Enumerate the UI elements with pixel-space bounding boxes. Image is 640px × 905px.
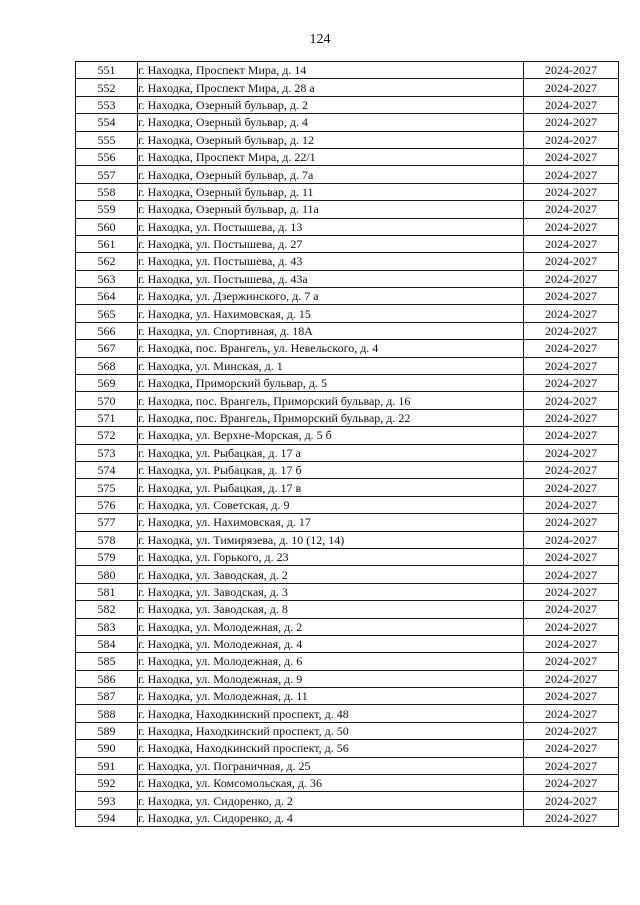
row-number: 568 bbox=[76, 357, 138, 374]
row-period: 2024-2027 bbox=[524, 566, 619, 583]
row-number: 575 bbox=[76, 479, 138, 496]
row-number: 553 bbox=[76, 96, 138, 113]
row-period: 2024-2027 bbox=[524, 688, 619, 705]
row-address: г. Находка, ул. Постышева, д. 27 bbox=[138, 235, 524, 252]
row-period: 2024-2027 bbox=[524, 340, 619, 357]
row-period: 2024-2027 bbox=[524, 409, 619, 426]
table-row bbox=[76, 496, 619, 513]
row-address: г. Находка, пос. Врангель, Приморский бульвар, д. 16 bbox=[138, 392, 524, 409]
table-row bbox=[76, 288, 619, 305]
row-address: г. Находка, Озерный бульвар, д. 11а bbox=[138, 201, 524, 218]
row-period: 2024-2027 bbox=[524, 62, 619, 79]
table-row bbox=[76, 114, 619, 131]
table-row bbox=[76, 201, 619, 218]
row-number: 581 bbox=[76, 583, 138, 600]
row-number: 556 bbox=[76, 148, 138, 165]
row-period: 2024-2027 bbox=[524, 479, 619, 496]
table-row bbox=[76, 148, 619, 165]
table-row bbox=[76, 270, 619, 287]
row-number: 563 bbox=[76, 270, 138, 287]
row-number: 551 bbox=[76, 62, 138, 79]
row-number: 580 bbox=[76, 566, 138, 583]
row-number: 566 bbox=[76, 322, 138, 339]
table-row bbox=[76, 809, 619, 826]
row-period: 2024-2027 bbox=[524, 375, 619, 392]
table-row bbox=[76, 566, 619, 583]
table-row bbox=[76, 548, 619, 565]
table-row bbox=[76, 131, 619, 148]
table-row bbox=[76, 305, 619, 322]
row-address: г. Находка, ул. Советская, д. 9 bbox=[138, 496, 524, 513]
table-row bbox=[76, 688, 619, 705]
row-period: 2024-2027 bbox=[524, 201, 619, 218]
row-address: г. Находка, ул. Молодежная, д. 2 bbox=[138, 618, 524, 635]
row-period: 2024-2027 bbox=[524, 96, 619, 113]
row-number: 588 bbox=[76, 705, 138, 722]
row-period: 2024-2027 bbox=[524, 740, 619, 757]
row-period: 2024-2027 bbox=[524, 653, 619, 670]
row-address: г. Находка, Находкинский проспект, д. 56 bbox=[138, 740, 524, 757]
row-address: г. Находка, Проспект Мира, д. 22/1 bbox=[138, 148, 524, 165]
row-address: г. Находка, Приморский бульвар, д. 5 bbox=[138, 375, 524, 392]
table-row bbox=[76, 62, 619, 79]
row-address: г. Находка, ул. Молодежная, д. 4 bbox=[138, 635, 524, 652]
row-address: г. Находка, ул. Постышева, д. 13 bbox=[138, 218, 524, 235]
row-address: г. Находка, ул. Сидоренко, д. 4 bbox=[138, 809, 524, 826]
row-address: г. Находка, Озерный бульвар, д. 12 bbox=[138, 131, 524, 148]
row-period: 2024-2027 bbox=[524, 670, 619, 687]
row-number: 586 bbox=[76, 670, 138, 687]
table-row bbox=[76, 322, 619, 339]
row-number: 577 bbox=[76, 514, 138, 531]
row-number: 559 bbox=[76, 201, 138, 218]
row-number: 567 bbox=[76, 340, 138, 357]
row-address: г. Находка, ул. Нахимовская, д. 15 bbox=[138, 305, 524, 322]
row-address: г. Находка, ул. Заводская, д. 2 bbox=[138, 566, 524, 583]
row-number: 582 bbox=[76, 601, 138, 618]
row-number: 589 bbox=[76, 722, 138, 739]
table-row bbox=[76, 357, 619, 374]
row-number: 570 bbox=[76, 392, 138, 409]
row-address: г. Находка, Находкинский проспект, д. 48 bbox=[138, 705, 524, 722]
row-address: г. Находка, Находкинский проспект, д. 50 bbox=[138, 722, 524, 739]
row-address: г. Находка, ул. Комсомольская, д. 36 bbox=[138, 775, 524, 792]
table-row bbox=[76, 635, 619, 652]
row-address: г. Находка, ул. Постышева, д. 43 bbox=[138, 253, 524, 270]
row-address: г. Находка, ул. Спортивная, д. 18А bbox=[138, 322, 524, 339]
row-number: 578 bbox=[76, 531, 138, 548]
table-row bbox=[76, 722, 619, 739]
row-period: 2024-2027 bbox=[524, 148, 619, 165]
row-period: 2024-2027 bbox=[524, 809, 619, 826]
table-row bbox=[76, 183, 619, 200]
row-period: 2024-2027 bbox=[524, 270, 619, 287]
row-number: 564 bbox=[76, 288, 138, 305]
row-address: г. Находка, ул. Постышева, д. 43а bbox=[138, 270, 524, 287]
row-number: 587 bbox=[76, 688, 138, 705]
row-number: 569 bbox=[76, 375, 138, 392]
table-row bbox=[76, 444, 619, 461]
table-row bbox=[76, 375, 619, 392]
table-row bbox=[76, 340, 619, 357]
row-period: 2024-2027 bbox=[524, 392, 619, 409]
table-row bbox=[76, 601, 619, 618]
row-period: 2024-2027 bbox=[524, 218, 619, 235]
row-period: 2024-2027 bbox=[524, 618, 619, 635]
table-row bbox=[76, 166, 619, 183]
row-number: 574 bbox=[76, 461, 138, 478]
table-row bbox=[76, 583, 619, 600]
table-row bbox=[76, 775, 619, 792]
address-table bbox=[75, 61, 619, 827]
table-row bbox=[76, 740, 619, 757]
row-address: г. Находка, ул. Верхне-Морская, д. 5 б bbox=[138, 427, 524, 444]
table-row bbox=[76, 479, 619, 496]
row-period: 2024-2027 bbox=[524, 131, 619, 148]
row-number: 572 bbox=[76, 427, 138, 444]
row-address: г. Находка, ул. Молодежная, д. 6 bbox=[138, 653, 524, 670]
table-row bbox=[76, 670, 619, 687]
row-number: 592 bbox=[76, 775, 138, 792]
row-period: 2024-2027 bbox=[524, 601, 619, 618]
row-period: 2024-2027 bbox=[524, 792, 619, 809]
row-period: 2024-2027 bbox=[524, 183, 619, 200]
row-address: г. Находка, Озерный бульвар, д. 4 bbox=[138, 114, 524, 131]
table-row bbox=[76, 427, 619, 444]
row-period: 2024-2027 bbox=[524, 496, 619, 513]
row-number: 583 bbox=[76, 618, 138, 635]
table-row bbox=[76, 618, 619, 635]
row-period: 2024-2027 bbox=[524, 305, 619, 322]
row-period: 2024-2027 bbox=[524, 79, 619, 96]
row-number: 591 bbox=[76, 757, 138, 774]
row-number: 590 bbox=[76, 740, 138, 757]
row-number: 557 bbox=[76, 166, 138, 183]
row-address: г. Находка, ул. Рыбацкая, д. 17 в bbox=[138, 479, 524, 496]
row-address: г. Находка, ул. Молодежная, д. 9 bbox=[138, 670, 524, 687]
row-address: г. Находка, ул. Пограничная, д. 25 bbox=[138, 757, 524, 774]
table-row bbox=[76, 757, 619, 774]
row-period: 2024-2027 bbox=[524, 635, 619, 652]
row-period: 2024-2027 bbox=[524, 514, 619, 531]
row-period: 2024-2027 bbox=[524, 775, 619, 792]
table-row bbox=[76, 705, 619, 722]
row-address: г. Находка, ул. Рыбацкая, д. 17 б bbox=[138, 461, 524, 478]
row-address: г. Находка, ул. Нахимовская, д. 17 bbox=[138, 514, 524, 531]
row-period: 2024-2027 bbox=[524, 722, 619, 739]
row-period: 2024-2027 bbox=[524, 705, 619, 722]
row-address: г. Находка, пос. Врангель, ул. Невельского, д. 4 bbox=[138, 340, 524, 357]
table-row bbox=[76, 653, 619, 670]
table-row bbox=[76, 253, 619, 270]
row-period: 2024-2027 bbox=[524, 461, 619, 478]
row-number: 593 bbox=[76, 792, 138, 809]
row-period: 2024-2027 bbox=[524, 288, 619, 305]
row-number: 594 bbox=[76, 809, 138, 826]
row-number: 562 bbox=[76, 253, 138, 270]
row-number: 576 bbox=[76, 496, 138, 513]
row-number: 554 bbox=[76, 114, 138, 131]
row-address: г. Находка, ул. Заводская, д. 3 bbox=[138, 583, 524, 600]
row-period: 2024-2027 bbox=[524, 427, 619, 444]
row-period: 2024-2027 bbox=[524, 114, 619, 131]
row-address: г. Находка, Озерный бульвар, д. 2 bbox=[138, 96, 524, 113]
table-row bbox=[76, 96, 619, 113]
table-row bbox=[76, 392, 619, 409]
row-number: 558 bbox=[76, 183, 138, 200]
row-period: 2024-2027 bbox=[524, 166, 619, 183]
row-address: г. Находка, ул. Сидоренко, д. 2 bbox=[138, 792, 524, 809]
row-period: 2024-2027 bbox=[524, 235, 619, 252]
row-period: 2024-2027 bbox=[524, 757, 619, 774]
row-address: г. Находка, ул. Молодежная, д. 11 bbox=[138, 688, 524, 705]
row-number: 552 bbox=[76, 79, 138, 96]
row-period: 2024-2027 bbox=[524, 253, 619, 270]
row-address: г. Находка, ул. Тимирязева, д. 10 (12, 14) bbox=[138, 531, 524, 548]
table-row bbox=[76, 514, 619, 531]
row-address: г. Находка, Озерный бульвар, д. 11 bbox=[138, 183, 524, 200]
row-number: 573 bbox=[76, 444, 138, 461]
row-period: 2024-2027 bbox=[524, 322, 619, 339]
row-number: 585 bbox=[76, 653, 138, 670]
table-row bbox=[76, 792, 619, 809]
row-number: 571 bbox=[76, 409, 138, 426]
row-address: г. Находка, Проспект Мира, д. 14 bbox=[138, 62, 524, 79]
table-row bbox=[76, 461, 619, 478]
row-period: 2024-2027 bbox=[524, 583, 619, 600]
row-address: г. Находка, Проспект Мира, д. 28 а bbox=[138, 79, 524, 96]
row-address: г. Находка, ул. Минская, д. 1 bbox=[138, 357, 524, 374]
row-period: 2024-2027 bbox=[524, 548, 619, 565]
row-period: 2024-2027 bbox=[524, 444, 619, 461]
table-row bbox=[76, 79, 619, 96]
row-number: 565 bbox=[76, 305, 138, 322]
table-row bbox=[76, 235, 619, 252]
row-number: 561 bbox=[76, 235, 138, 252]
row-number: 560 bbox=[76, 218, 138, 235]
row-address: г. Находка, ул. Дзержинского, д. 7 а bbox=[138, 288, 524, 305]
page-number: 124 bbox=[309, 32, 331, 47]
row-number: 579 bbox=[76, 548, 138, 565]
row-address: г. Находка, ул. Рыбацкая, д. 17 а bbox=[138, 444, 524, 461]
table-row bbox=[76, 409, 619, 426]
row-number: 555 bbox=[76, 131, 138, 148]
row-address: г. Находка, ул. Заводская, д. 8 bbox=[138, 601, 524, 618]
row-number: 584 bbox=[76, 635, 138, 652]
row-period: 2024-2027 bbox=[524, 531, 619, 548]
row-address: г. Находка, ул. Горького, д. 23 bbox=[138, 548, 524, 565]
table-body bbox=[76, 62, 619, 827]
row-address: г. Находка, пос. Врангель, Приморский бульвар, д. 22 bbox=[138, 409, 524, 426]
table-row bbox=[76, 531, 619, 548]
row-address: г. Находка, Озерный бульвар, д. 7а bbox=[138, 166, 524, 183]
table-row bbox=[76, 218, 619, 235]
row-period: 2024-2027 bbox=[524, 357, 619, 374]
